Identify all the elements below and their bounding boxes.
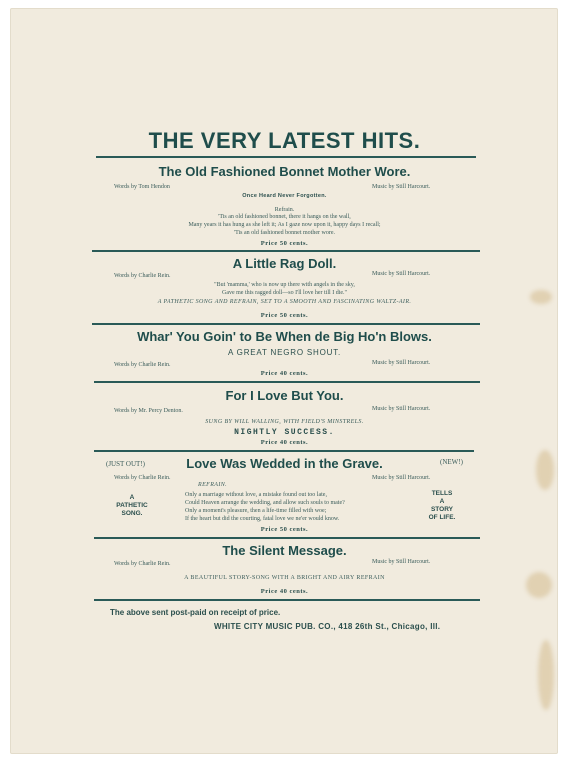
section-rule [94, 599, 480, 601]
song-description: A BEAUTIFUL STORY-SONG WITH A BRIGHT AND AIRY REFRAIN [184, 575, 385, 581]
song-price: Price 40 cents. [260, 588, 309, 595]
song-price: Price 40 cents. [260, 370, 309, 377]
song-title: For I Love But You. [225, 388, 344, 403]
sung-by: SUNG BY WILL WALLING, WITH FIELD'S MINSTRELS. [205, 419, 364, 425]
song-description: A PATHETIC SONG AND REFRAIN, SET TO A SMOOTH AND FASCINATING WALTZ-AIR. [157, 299, 412, 305]
section-rule [94, 381, 480, 383]
song-tagline: Once Heard Never Forgotten. [242, 193, 327, 199]
words-credit: Words by Charlie Rein. [114, 362, 171, 368]
song-title: A Little Rag Doll. [232, 256, 337, 271]
song-price: Price 50 cents. [260, 240, 309, 247]
side-note-left: A PATHETIC SONG. [116, 494, 148, 517]
verse-line: Gave me this ragged doll—so I'll love her till I die." [221, 290, 347, 296]
verse-line: Many years it has hung as she left it; As I gaze now upon it, happy days I recall; [188, 222, 381, 228]
new-badge: (NEW!) [440, 458, 463, 466]
words-credit: Words by Mr. Percy Denton. [114, 408, 183, 414]
words-credit: Words by Charlie Rein. [114, 475, 171, 481]
verse-line: "But 'mamma,' who is now up there with angels in the sky, [214, 282, 355, 288]
song-price: Price 50 cents. [260, 526, 309, 533]
postpaid-note: The above sent post-paid on receipt of price. [110, 608, 281, 617]
section-rule [92, 323, 480, 325]
verse-line: 'Tis an old fashioned bonnet, there it hangs on the wall, [218, 214, 351, 220]
song-title: Whar' You Goin' to Be When de Big Ho'n Blows. [137, 329, 432, 344]
song-price: Price 50 cents. [260, 312, 309, 319]
words-credit: Words by Charlie Rein. [114, 273, 171, 279]
song-title: The Silent Message. [222, 543, 347, 558]
nightly-success: NIGHTLY SUCCESS. [234, 428, 335, 437]
music-credit: Music by Still Harcourt. [372, 360, 431, 366]
title-rule [96, 156, 476, 158]
publisher-address: WHITE CITY MUSIC PUB. CO., 418 26th St., Chicago, Ill. [214, 622, 441, 631]
words-credit: Words by Charlie Rein. [114, 561, 171, 567]
section-rule [94, 537, 480, 539]
page-title: THE VERY LATEST HITS. [148, 128, 421, 153]
music-credit: Music by Still Harcourt. [372, 475, 431, 481]
music-credit: Music by Still Harcourt. [372, 271, 431, 277]
song-title: The Old Fashioned Bonnet Mother Wore. [158, 164, 411, 179]
section-rule [92, 250, 480, 252]
side-note-right: TELLS A STORY OF LIFE. [428, 490, 456, 521]
music-credit: Music by Still Harcourt. [372, 184, 431, 190]
song-title: Love Was Wedded in the Grave. [186, 456, 383, 471]
section-rule [94, 450, 474, 452]
words-credit: Words by Tom Hendon [114, 184, 170, 190]
verse-line: Could Heaven arrange the wedding, and allow such souls to mate? [185, 500, 345, 506]
verse-line: Only a moment's pleasure, then a life-time filled with woe; [185, 508, 327, 514]
refrain-label: REFRAIN. [198, 482, 228, 488]
just-out-badge: (JUST OUT!) [106, 460, 145, 468]
song-subtitle: A GREAT NEGRO SHOUT. [227, 348, 342, 357]
verse-line: If the heart but did the courting, fatal love we ne'er would know. [185, 516, 340, 522]
verse-line: 'Tis an old fashioned bonnet mother wore. [233, 230, 335, 236]
verse-line: Only a marriage without love, a mistake found out too late, [185, 492, 327, 498]
stain [538, 640, 554, 710]
music-credit: Music by Still Harcourt. [372, 406, 431, 412]
song-price: Price 40 cents. [260, 439, 309, 446]
refrain-label: Refrain. [274, 207, 295, 213]
music-credit: Music by Still Harcourt. [372, 559, 431, 565]
